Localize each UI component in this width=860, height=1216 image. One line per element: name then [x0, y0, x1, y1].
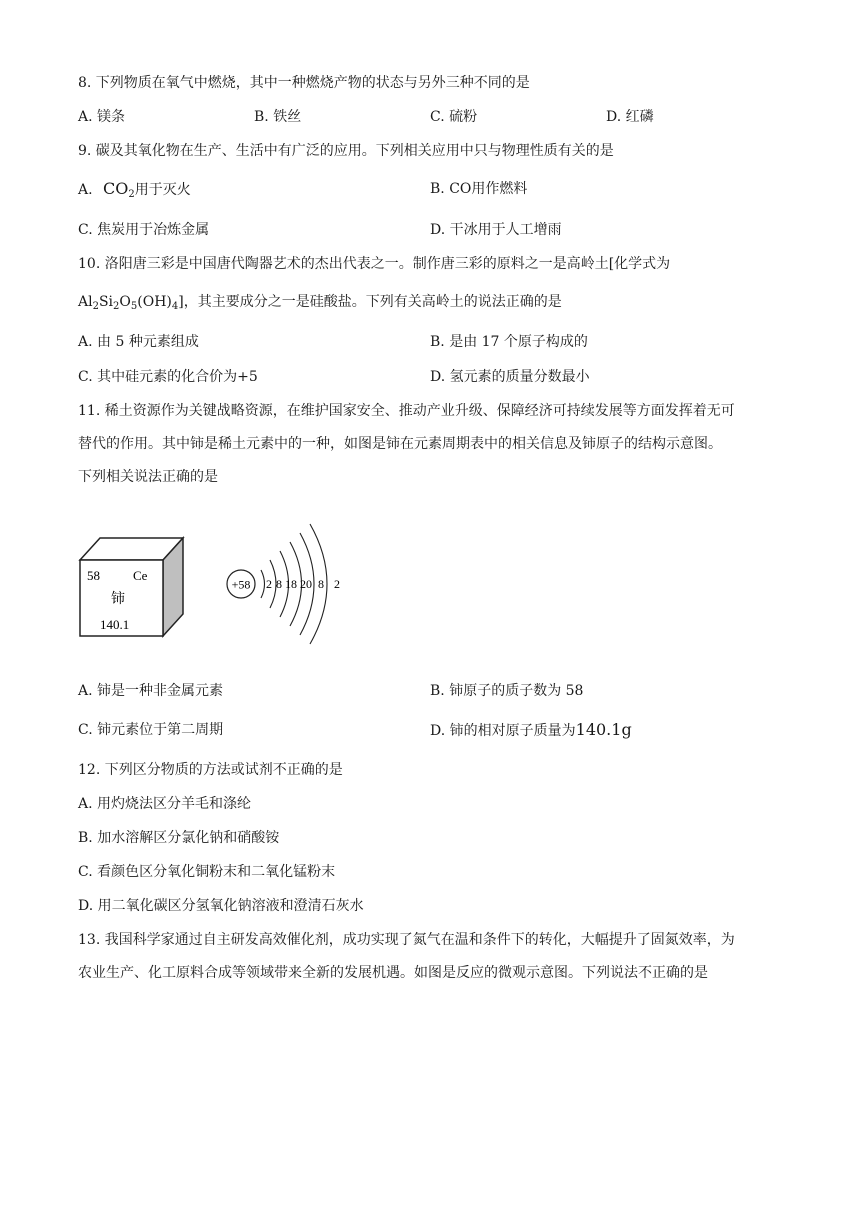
q12-option-c: C. 看颜色区分氧化铜粉末和二氧化锰粉末 — [78, 864, 336, 880]
q11-stem-line1: 11. 稀土资源作为关键战略资源，在维护国家安全、推动产业升级、保障经济可持续发展等方面发挥着无可 — [78, 403, 735, 419]
shell-arc-1 — [261, 570, 265, 598]
element-name: 铈 — [111, 591, 125, 607]
q9-stem: 9. 碳及其氧化物在生产、生活中有广泛的应用。下列相关应用中只与物理性质有关的是 — [78, 143, 614, 159]
q10-option-c: C. 其中硅元素的化合价为+5 — [78, 369, 258, 385]
q9-option-a-label: A. — [78, 182, 93, 198]
cerium-figure — [70, 500, 370, 650]
q12-stem: 12. 下列区分物质的方法或试剂不正确的是 — [78, 762, 343, 778]
q9-option-d: D. 干冰用于人工增雨 — [430, 222, 562, 238]
shell-count-5: 8 — [318, 577, 324, 591]
q8-stem: 8. 下列物质在氧气中燃烧，其中一种燃烧产物的状态与另外三种不同的是 — [78, 75, 530, 91]
shell-count-2: 8 — [276, 577, 282, 591]
q11-stem-line3: 下列相关说法正确的是 — [78, 469, 218, 485]
shell-count-6: 2 — [334, 577, 340, 591]
q11-option-d-value: 140.1g — [575, 720, 632, 739]
q8-option-b: B. 铁丝 — [254, 109, 302, 125]
q10-option-a: A. 由 5 种元素组成 — [78, 334, 199, 350]
kaolin-formula: $Al_2Si_2O_5(OH)_4$ — [78, 294, 179, 312]
shell-count-4: 20 — [300, 577, 312, 591]
periodic-table-cell — [80, 538, 183, 636]
q11-option-d — [430, 720, 632, 741]
q8-option-d: D. 红磷 — [606, 109, 654, 125]
q11-option-b: B. 铈原子的质子数为 58 — [430, 683, 584, 699]
q9-option-a — [78, 179, 191, 200]
q11-option-c: C. 铈元素位于第二周期 — [78, 722, 224, 738]
atomic-number: 58 — [87, 568, 100, 583]
q9-option-a-text: 用于灭火 — [134, 182, 191, 198]
q8-option-c: C. 硫粉 — [430, 109, 478, 125]
q11-option-d-text: D. 铈的相对原子质量为 — [430, 723, 576, 739]
q9-option-c: C. 焦炭用于冶炼金属 — [78, 222, 210, 238]
co2-subscript: 2 — [128, 189, 135, 200]
q11-stem-line2: 替代的作用。其中铈是稀土元素中的一种，如图是铈在元素周期表中的相关信息及铈原子的结构示意图。 — [78, 436, 722, 452]
q13-stem-line1: 13. 我国科学家通过自主研发高效催化剂，成功实现了氮气在温和条件下的转化，大幅提升了固氮效率，为 — [78, 932, 735, 948]
q12-option-b: B. 加水溶解区分氯化钠和硝酸铵 — [78, 830, 280, 846]
q10-stem-tail: ]，其主要成分之一是硅酸盐。下列有关高岭土的说法正确的是 — [178, 294, 562, 310]
co2-formula: CO — [103, 179, 129, 198]
element-symbol: Ce — [133, 568, 148, 583]
q8-option-a: A. 镁条 — [78, 109, 126, 125]
atomic-structure-diagram — [227, 524, 340, 644]
q10-stem: 10. 洛阳唐三彩是中国唐代陶器艺术的杰出代表之一。制作唐三彩的原料之一是高岭土[化学式为 — [78, 256, 671, 272]
q11-option-a: A. 铈是一种非金属元素 — [78, 683, 224, 699]
q13-stem-line2: 农业生产、化工原料合成等领域带来全新的发展机遇。如图是反应的微观示意图。下列说法不正确的是 — [78, 965, 708, 981]
q12-option-a: A. 用灼烧法区分羊毛和涤纶 — [78, 796, 252, 812]
q9-option-b: B. CO用作燃料 — [430, 181, 528, 197]
q10-option-d: D. 氢元素的质量分数最小 — [430, 369, 590, 385]
nucleus-charge: +58 — [231, 577, 251, 592]
shell-count-1: 2 — [266, 577, 272, 591]
q12-option-d: D. 用二氧化碳区分氢氧化钠溶液和澄清石灰水 — [78, 898, 364, 914]
q10-option-b: B. 是由 17 个原子构成的 — [430, 334, 588, 350]
q10-stem-line2 — [78, 292, 562, 312]
atomic-mass: 140.1 — [100, 617, 130, 632]
shell-count-3: 18 — [285, 577, 297, 591]
